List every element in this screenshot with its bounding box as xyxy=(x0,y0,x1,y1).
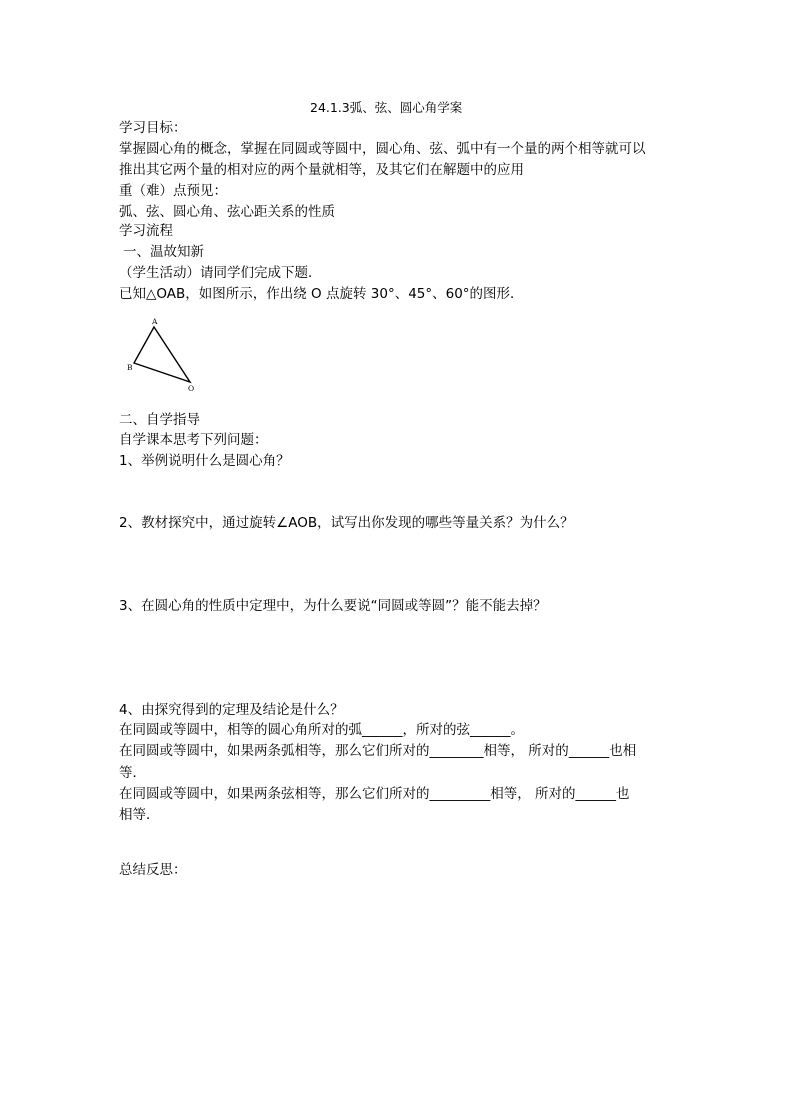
objectives-line-2: 推出其它两个量的相对应的两个量就相等，及其它们在解题中的应用 xyxy=(119,162,524,178)
question-3: 3、在圆心角的性质中定理中，为什么要说“同圆或等圆”？能不能去掉？ xyxy=(119,598,547,614)
question-2: 2、教材探究中，通过旋转∠AOB，试写出你发现的哪些等量关系？为什么？ xyxy=(119,515,574,531)
question-4-line-3-cont: 相等． xyxy=(119,807,160,823)
question-4-line-3: 在同圆或等圆中，如果两条弦相等，那么它们所对的_________相等， 所对的______也 xyxy=(119,786,630,802)
summary-heading: 总结反思： xyxy=(119,862,187,878)
page-title: 24.1.3弧、弦、圆心角学案 xyxy=(310,100,463,115)
vertex-label-o: O xyxy=(188,384,195,393)
task-line: 已知△OAB，如图所示，作出绕 O 点旋转 30°、45°、60°的图形． xyxy=(119,286,524,302)
question-4-line-2: 在同圆或等圆中，如果两条弧相等，那么它们所对的________相等， 所对的______也相 xyxy=(119,743,637,759)
key-points-heading: 重（难）点预见： xyxy=(119,183,227,199)
flow-heading: 学习流程 xyxy=(119,223,173,239)
key-points-text: 弧、弦、圆心角、弦心距关系的性质 xyxy=(119,204,335,220)
activity-line: （学生活动）请同学们完成下题． xyxy=(119,265,322,281)
section-2-heading: 二、自学指导 xyxy=(119,412,200,428)
question-4-line-2-cont: 等． xyxy=(119,765,146,781)
self-study-intro: 自学课本思考下列问题： xyxy=(119,432,268,448)
triangle-oab-outline xyxy=(134,327,190,382)
triangle-oab-figure xyxy=(118,316,208,398)
vertex-label-a: A xyxy=(152,317,158,326)
section-1-heading: 一、温故知新 xyxy=(123,244,204,260)
vertex-label-b: B xyxy=(127,363,133,372)
question-1: 1、举例说明什么是圆心角？ xyxy=(119,453,290,469)
question-4-line-1: 在同圆或等圆中，相等的圆心角所对的弧______，所对的弦______。 xyxy=(119,722,524,738)
objectives-line-1: 掌握圆心角的概念，掌握在同圆或等圆中，圆心角、弦、弧中有一个量的两个相等就可以 xyxy=(119,141,646,157)
objectives-heading: 学习目标： xyxy=(119,120,187,136)
question-4: 4、由探究得到的定理及结论是什么？ xyxy=(119,702,344,718)
